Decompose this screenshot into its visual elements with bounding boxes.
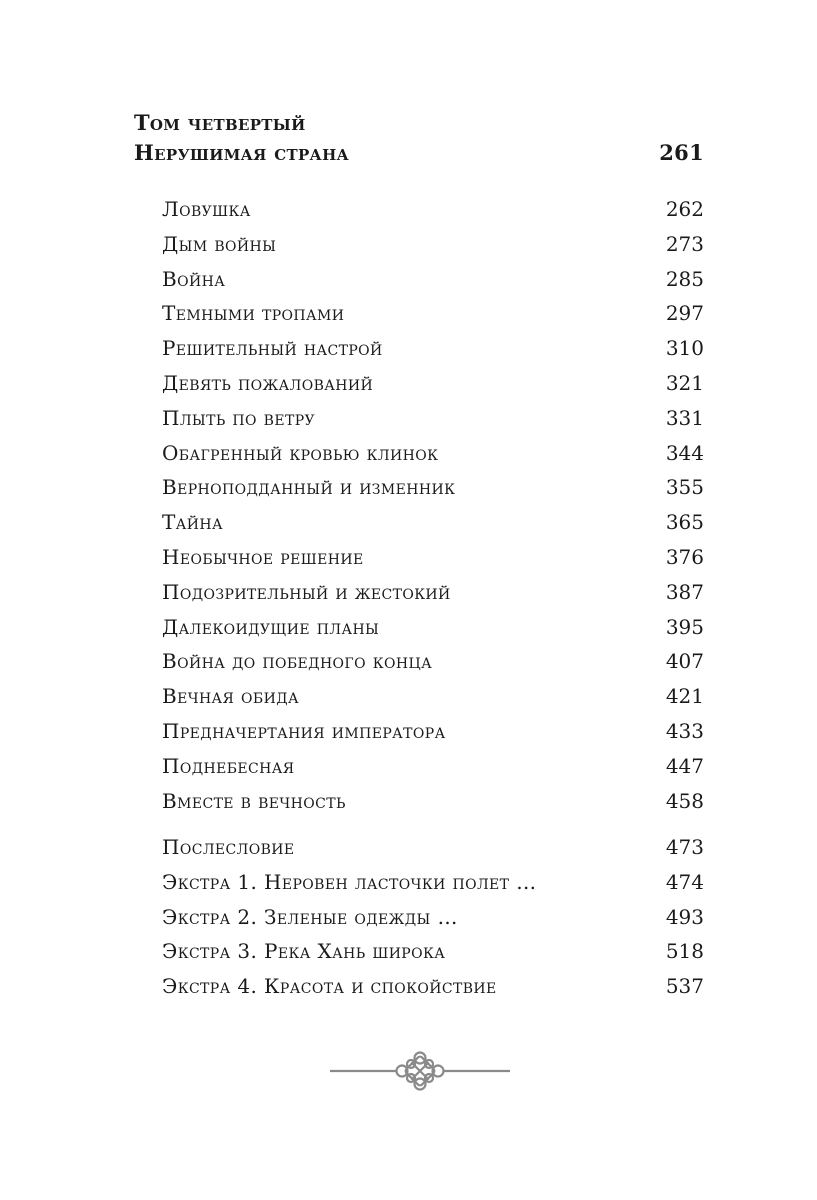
chapter-page: 365 (665, 510, 704, 535)
chapter-title: Темными тропами (162, 301, 345, 326)
chapter-page: 407 (665, 649, 704, 674)
extra-page: 537 (665, 974, 704, 999)
extra-page: 473 (665, 835, 704, 859)
extra-page: 474 (665, 869, 704, 894)
list-item (162, 540, 704, 575)
list-item (162, 830, 704, 865)
extra-title: Экстра 3. Река Хань широка (162, 939, 446, 964)
chapter-title: Война (162, 266, 226, 291)
list-item (162, 749, 704, 784)
chapter-page: 433 (665, 718, 704, 743)
list-item (162, 366, 704, 401)
list-item (162, 575, 704, 610)
chapter-page: 376 (665, 544, 704, 569)
chapter-page: 395 (665, 614, 704, 639)
chapter-page: 262 (665, 197, 704, 221)
volume-label: Том четвертый (134, 110, 306, 135)
list-item (162, 969, 704, 1004)
list-item (162, 934, 704, 969)
chapter-list (162, 192, 704, 818)
list-item (162, 262, 704, 297)
extra-page: 493 (665, 904, 704, 929)
chapter-title: Поднебесная (162, 753, 295, 778)
chapter-title: Подозрительный и жестокий (162, 579, 451, 604)
chapter-page: 421 (665, 684, 704, 709)
extra-title: Экстра 4. Красота и спокойствие (162, 974, 497, 999)
chapter-page: 297 (665, 301, 704, 326)
chapter-page: 344 (665, 440, 704, 465)
chapter-page: 273 (665, 231, 704, 256)
chapter-title: Дым войны (162, 231, 277, 256)
list-item (162, 470, 704, 505)
extra-page: 518 (665, 939, 704, 964)
extra-title: Экстра 2. Зеленые одежды … (162, 904, 458, 929)
chapter-page: 387 (665, 579, 704, 604)
volume-title: Нерушимая страна (134, 140, 350, 165)
chapter-title: Война до победного конца (162, 649, 433, 674)
chapter-page: 331 (665, 405, 704, 430)
list-item (162, 192, 704, 227)
chapter-title: Решительный настрой (162, 336, 383, 361)
chapter-page: 321 (665, 370, 704, 395)
chapter-title: Ловушка (162, 197, 251, 221)
volume-heading (134, 108, 704, 168)
list-item (162, 296, 704, 331)
list-item (162, 331, 704, 366)
chapter-title: Девять пожалований (162, 370, 374, 395)
chapter-page: 447 (665, 753, 704, 778)
list-item (162, 714, 704, 749)
list-item (162, 679, 704, 714)
chapter-page: 285 (665, 266, 704, 291)
extra-title: Послесловие (162, 835, 295, 859)
list-item (162, 610, 704, 645)
extra-title: Экстра 1. Неровен ласточки полет … (162, 869, 537, 894)
chapter-page: 458 (665, 788, 704, 813)
list-item (162, 401, 704, 436)
list-item (162, 900, 704, 935)
chapter-page: 310 (665, 336, 704, 361)
extras-list (162, 830, 704, 1004)
chapter-title: Верноподданный и изменник (162, 475, 456, 500)
list-item (162, 227, 704, 262)
list-item (162, 865, 704, 900)
chapter-title: Обагренный кровью клинок (162, 440, 439, 465)
chapter-title: Вечная обида (162, 684, 299, 709)
list-item (162, 436, 704, 471)
volume-page: 261 (659, 140, 704, 165)
chapter-title: Необычное решение (162, 544, 364, 569)
chapter-page: 355 (665, 475, 704, 500)
chapter-title: Вместе в вечность (162, 788, 346, 813)
list-item (162, 784, 704, 819)
chapter-title: Далекоидущие планы (162, 614, 380, 639)
endless-knot-icon (330, 1050, 510, 1092)
chapter-title: Тайна (162, 510, 223, 535)
list-item (162, 505, 704, 540)
list-item (162, 644, 704, 679)
chapter-title: Плыть по ветру (162, 405, 316, 430)
chapter-title: Предначертания императора (162, 718, 446, 743)
